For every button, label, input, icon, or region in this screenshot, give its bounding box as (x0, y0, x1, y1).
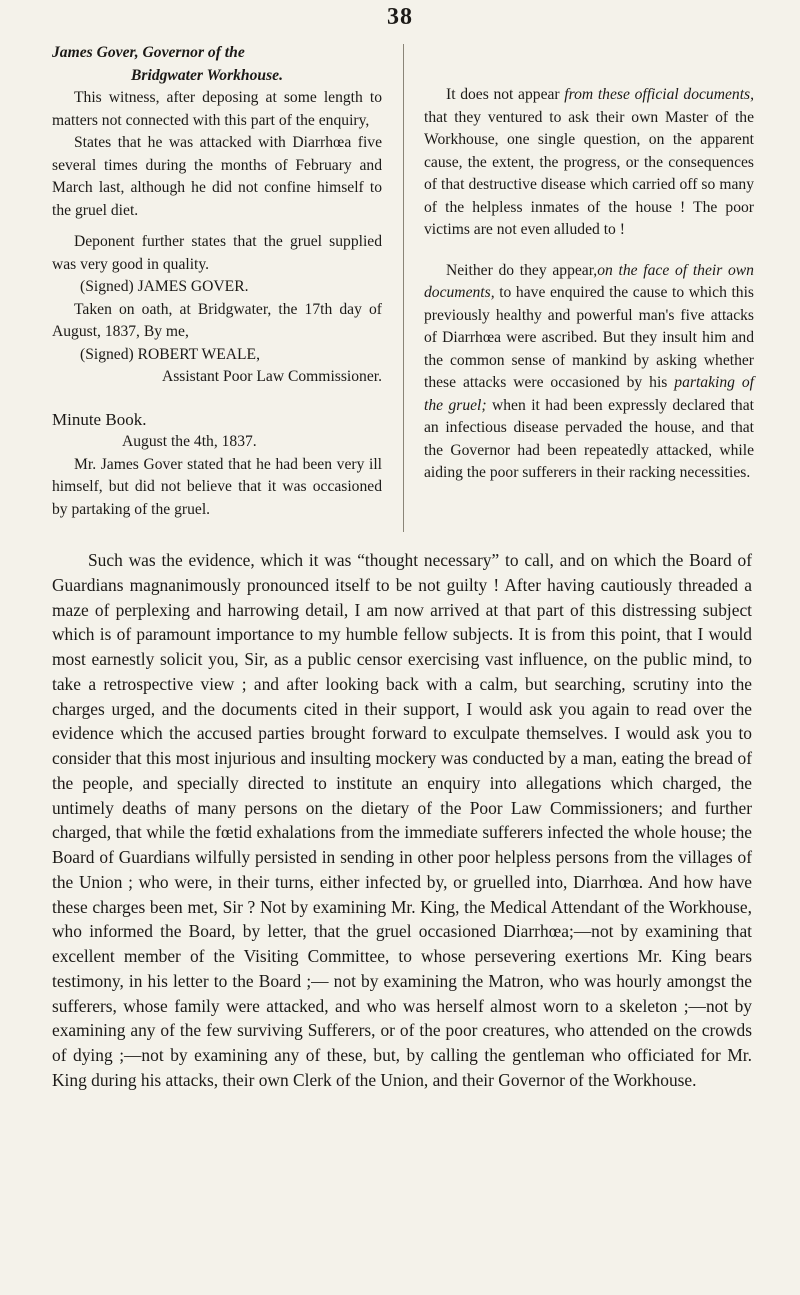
commentary-paragraph-1: It does not appear from these official documents, that they ventured to ask their own Master of the Workhouse, one single question, on the apparent cause, the extent, the progress, or the consequences of that destructive disease which carried off so many of the helpless inmates of the house ! The poor victims are not even alluded to ! (424, 86, 755, 238)
witness-heading: James Gover, Governor of the (52, 44, 245, 61)
minute-book-title: Minute Book. (52, 409, 147, 429)
witness-subheading: Bridgwater Workhouse. (131, 66, 283, 84)
deposition-intro: This witness, after deposing at some length to matters not connected with this part of the enquiry, (52, 89, 382, 129)
signature-title: Assistant Poor Law Commissioner. (161, 368, 382, 385)
deposition-further: Deponent further states that the gruel supplied was very good in quality. (52, 233, 382, 273)
page-number: 38 (387, 4, 413, 30)
deposition-statement: States that he was attacked with Diarrhœa five several times during the months of February and March last, although he did not confine himself to the gruel diet. (52, 134, 382, 219)
commentary-paragraph-2: Neither do they appear,on the face of their own documents, to have enquired the cause to which this previously healthy and powerful man's five attacks of Diarrhœa were ascribed. But they insult him and the common sense of mankind by asking whether these attacks were occasioned by his partaking of the gruel; when it had been expressly declared that an infectious disease pervaded the house, and that the Governor had been repeatedly attacked, while aiding the poor sufferers in their racking necessities. (424, 261, 754, 481)
oath-statement: Taken on oath, at Bridgwater, the 17th day of August, 1837, By me, (52, 300, 382, 340)
main-body (52, 548, 752, 1093)
signature-weale: (Signed) ROBERT WEALE, (80, 345, 260, 363)
left-column (52, 42, 382, 521)
main-paragraph: Such was the evidence, which it was “thought necessary” to call, and on which the Board of Guardians magnanimously pronounced itself to be not guilty ! After having cautiously threaded a maze of perplexing and harrowing detail, I am now arrived at that part of this distressing subject which is of paramount importance to my humble fellow subjects. It is from this point, that I would most earnestly solicit you, Sir, as a public censor exercising vast influence, on the public mind, to take a retrospective view ; and after looking back with a calm, but searching, scrutiny into the charges urged, and the documents cited in their support, I would ask you again to read over the evidence which the accused parties brought forward to exculpate themselves. I would ask you to consider that this most injurious and insulting mockery was conducted by a man, eating the bread of the people, and specially directed to institute an enquiry into allegations which charged, the untimely deaths of many persons on the dietary of the Poor Law Commissioners; and further charged, that while the fœtid exhalations from the immediate sufferers infected the whole house; the Board of Guardians wilfully persisted in sending in other poor helpless persons from the villages of the Union ; who were, in their turns, either infected by, or gruelled into, Diarrhœa. And how have these charges been met, Sir ? Not by examining Mr. King, the Medical Attendant of the Workhouse, who informed the Board, by letter, that the gruel occasioned Diarrhœa;—not by examining that excellent member of the Visiting Committee, to whose persevering exertions Mr. King bears testimony, in his letter to the Board ;— not by examining the Matron, who was hourly amongst the sufferers, whose family were attacked, and who was herself almost worn to a skeleton ;—not by examining any of the few surviving Sufferers, or of the poor creatures, who attended on the crowds of dying ;—not by examining any of these, but, by calling the gentleman who officiated for Mr. King during his attacks, their own Clerk of the Union, and their Governor of the Workhouse. (52, 550, 752, 1090)
minute-text: Mr. James Gover stated that he had been very ill himself, but did not believe that it was occasioned by partaking of the gruel. (52, 455, 382, 518)
signature-gover: (Signed) JAMES GOVER. (80, 278, 249, 295)
column-divider (403, 44, 404, 532)
minute-date: August the 4th, 1837. (122, 433, 257, 450)
right-column (424, 84, 754, 485)
